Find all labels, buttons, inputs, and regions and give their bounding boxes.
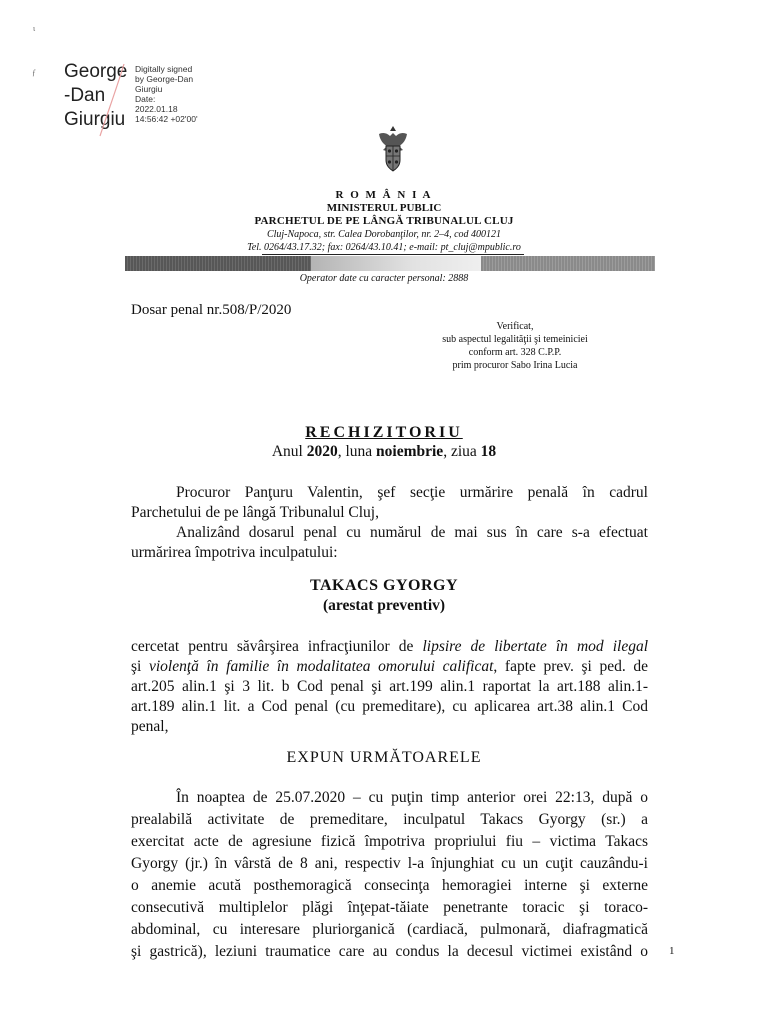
header-rule <box>262 254 524 255</box>
header-band-right <box>481 256 655 271</box>
facts-line: prealabilă activitate de premeditare, inculpatul Takacs Gyorgy (sr.) a <box>131 811 648 828</box>
facts-line: şi gastrică), leziuni traumatice care au condus la decesul victimei existând o <box>131 943 648 960</box>
defendant-status: (arestat preventiv) <box>322 597 446 614</box>
header-country: R O M Â N I A <box>335 189 433 201</box>
facts-line: exercitat acte de agresiune fizică împotriva propriului fiu – victima Takacs <box>131 833 648 850</box>
signature-detail-line: Giurgiu <box>135 84 163 94</box>
charges-line: şi violenţă în familie în modalitatea omorului calificat, fapte prev. şi ped. de <box>131 658 648 675</box>
scan-mark: ι <box>33 24 36 33</box>
signature-detail-line: 14:56:42 +02'00' <box>135 114 198 124</box>
case-file-number: Dosar penal nr.508/P/2020 <box>131 302 292 318</box>
header-ministry: MINISTERUL PUBLIC <box>326 202 442 214</box>
signature-details <box>135 64 245 124</box>
facts-line: În noaptea de 25.07.2020 – cu puţin timp anterior orei 22:13, după o <box>176 789 648 806</box>
header-band-left <box>125 256 311 271</box>
scan-mark: ƒ <box>32 68 36 77</box>
header-office: PARCHETUL DE PE LÂNGĂ TRIBUNALUL CLUJ <box>254 215 514 227</box>
charges-line: penal, <box>131 718 169 735</box>
section-heading: EXPUN URMĂTOARELE <box>286 749 482 766</box>
facts-line: abdominal, cu interesare pluriorganică (cardiacă, pulmonară, diafragmatică <box>131 921 648 938</box>
verification-line: prim procuror Sabo Irina Lucia <box>452 360 578 371</box>
intro-line: Procuror Panţuru Valentin, şef secţie urmărire penală în cadrul <box>176 484 648 501</box>
signature-name-line: -Dan <box>64 85 106 106</box>
header-operator: Operator date cu caracter personal: 2888 <box>299 273 469 284</box>
signature-name-line: Giurgiu <box>64 109 126 130</box>
charges-line: art.205 alin.1 şi 3 lit. b Cod penal şi art.199 alin.1 raportat la art.188 alin.1- <box>131 678 648 695</box>
signature-detail-line: 2022.01.18 <box>135 104 178 114</box>
verification-line: Verificat, <box>496 321 534 332</box>
charges-line: art.189 alin.1 lit. a Cod penal (cu premeditare), cu aplicarea art.38 alin.1 Cod <box>131 698 648 715</box>
document-date: Anul 2020, luna noiembrie, ziua 18 <box>271 443 497 460</box>
facts-line: Gyorgy (jr.) în vârstă de 8 ani, respectiv l-a înjunghiat cu un cuţit cauzându-i <box>131 855 648 872</box>
header-address: Cluj-Napoca, str. Calea Dorobanţilor, nr. 2–4, cod 400121 <box>266 229 502 240</box>
verification-line: sub aspectul legalităţii şi temeiniciei <box>442 334 588 345</box>
defendant-name: TAKACS GYORGY <box>310 577 458 594</box>
intro-line: urmărirea împotriva inculpatului: <box>131 544 338 561</box>
page-number: 1 <box>669 945 675 957</box>
signature-detail-line: Date: <box>135 94 156 104</box>
verification-line: conform art. 328 C.P.P. <box>468 347 562 358</box>
signature-name-line: George <box>64 61 128 82</box>
intro-line: Analizând dosarul penal cu numărul de mai sus în care s-a efectuat <box>176 524 648 541</box>
verification-note <box>400 320 630 372</box>
signature-detail-line: Digitally signed <box>135 64 193 74</box>
facts-line: consecutivă multiplelor plăgi înţepat-tăiate penetrante toracic şi toraco- <box>131 899 648 916</box>
charges-line: cercetat pentru săvârşirea infracţiunilor de lipsire de libertate în mod ilegal <box>131 638 648 655</box>
coat-of-arms-icon <box>373 124 413 174</box>
header-contact: Tel. 0264/43.17.32; fax: 0264/43.10.41; e-mail: pt_cluj@mpublic.ro <box>247 242 521 253</box>
signature-detail-line: by George-Dan <box>135 74 194 84</box>
document-title: RECHIZITORIU <box>305 424 463 441</box>
header-band-middle <box>311 256 481 271</box>
intro-line: Parchetului de pe lângă Tribunalul Cluj, <box>131 504 379 521</box>
facts-line: o anemie acută posthemoragică consecinţa hemoragiei interne şi externe <box>131 877 648 894</box>
